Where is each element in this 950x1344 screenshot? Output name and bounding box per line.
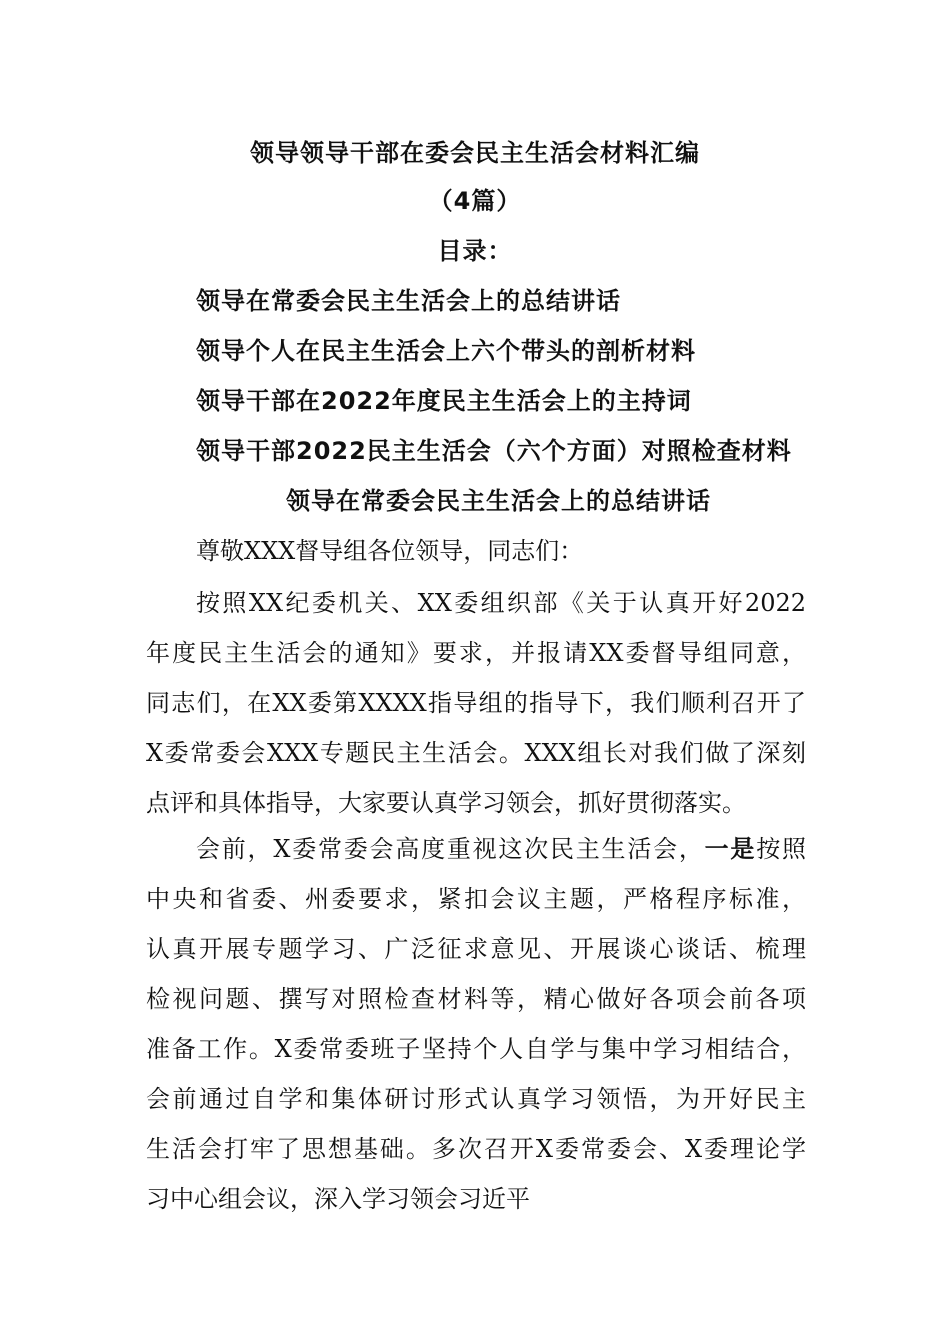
paragraph-line: 按照XX纪委机关、XX委组织部《关于认真开好2022 [196, 589, 806, 617]
paragraph-line: 年度民主生活会的通知》要求，并报请XX委督导组同意， [146, 639, 806, 667]
toc-heading: 目录： [437, 237, 513, 265]
paragraph-line: 中央和省委、州委要求，紧扣会议主题，严格程序标准， [146, 885, 806, 913]
paragraph-line: 同志们，在XX委第XXXX指导组的指导下，我们顺利召开了 [146, 689, 806, 717]
paragraph-line [196, 832, 806, 866]
paragraph-text: 会前，X委常委会高度重视这次民主生活会， [196, 835, 705, 863]
paragraph-line: 会前通过自学和集体研讨形式认真学习领悟，为开好民主 [146, 1085, 806, 1113]
toc-item: 领导个人在民主生活会上六个带头的剖析材料 [196, 337, 696, 365]
paragraph-line: 点评和具体指导，大家要认真学习领会，抓好贯彻落实。 [146, 789, 746, 817]
toc-item: 领导干部在2022年度民主生活会上的主持词 [196, 387, 692, 415]
salutation: 尊敬XXX督导组各位领导，同志们： [196, 537, 584, 565]
document-title: 领导领导干部在委会民主生活会材料汇编 [250, 139, 700, 167]
document-subtitle: （4篇） [428, 187, 522, 215]
paragraph-line: 认真开展专题学习、广泛征求意见、开展谈心谈话、梳理 [146, 935, 806, 963]
paragraph-line: 检视问题、撰写对照检查材料等，精心做好各项会前各项 [146, 985, 806, 1013]
paragraph-line: X委常委会XXX专题民主生活会。XXX组长对我们做了深刻 [146, 739, 806, 767]
paragraph-line: 习中心组会议，深入学习领会习近平 [146, 1185, 530, 1213]
paragraph-line: 准备工作。X委常委班子坚持个人自学与集中学习相结合， [146, 1035, 806, 1063]
toc-item: 领导干部2022民主生活会（六个方面）对照检查材料 [196, 437, 792, 465]
section-title: 领导在常委会民主生活会上的总结讲话 [286, 487, 711, 515]
paragraph-line: 生活会打牢了思想基础。多次召开X委常委会、X委理论学 [146, 1135, 806, 1163]
emphasis-text: 一是 [704, 835, 757, 863]
toc-item: 领导在常委会民主生活会上的总结讲话 [196, 287, 621, 315]
paragraph-text: 按照 [756, 835, 806, 863]
